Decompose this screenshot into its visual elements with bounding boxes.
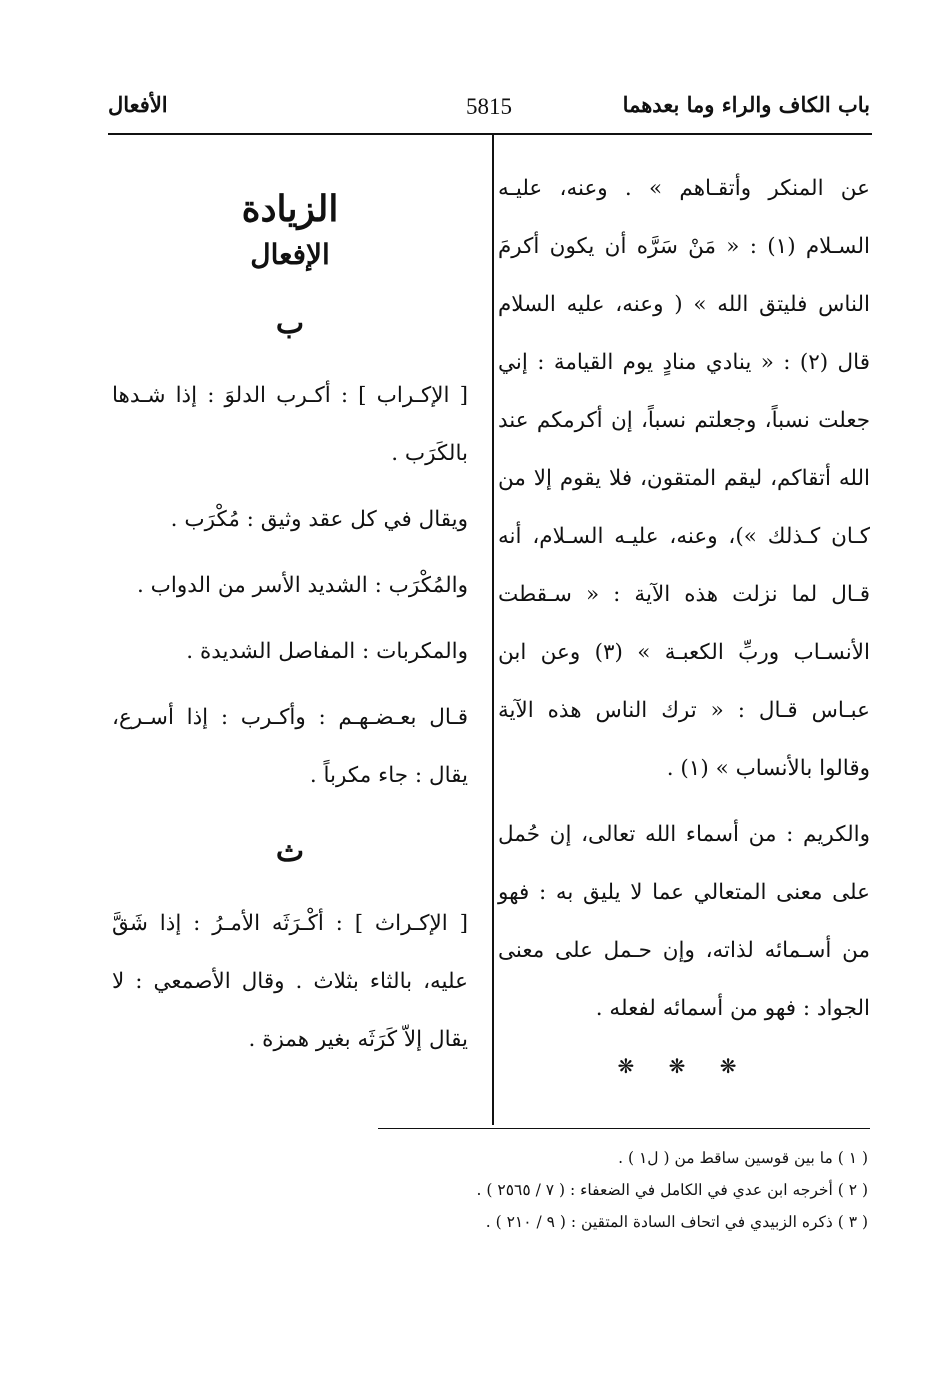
subsection-heading: الإفعال — [250, 238, 330, 271]
entry-mukrab: ويقال في كل عقد وثيق : مُكْرَب . — [170, 507, 468, 532]
page-number: 5815 — [466, 94, 512, 119]
section-end-stars: ❋ ❋ ❋ — [617, 1054, 751, 1078]
paragraph-hadith: عن المنكر وأتقـاهم » . وعنه، عليـه السـلام (١) : « مَنْ سَرَّه أن يكون أكرمَ الناس فليتق الله » ( وعنه، عليه السلام قال (٢) : « ينادي منادٍ يوم القيامة : إني جعلت نسباً، وجعلتم نسباً، إن أكرمكم عند الله أتقاكم، ليقم المتقون، فلا يقوم إلا من كـان كـذلك »)، وعنه، عليـه السـلام، أنه قـال لما نزلت هذه الآية : « سـقطت الأنسـاب وربِّ الكعبـة » (٣) وعن ابن عبـاس قـال : « ترك الناس هذه الآية وقالوا بالأنساب » (١) . — [498, 176, 870, 781]
entry-akraba: قـال بعـضـهـم : وأكـرب : إذا أسـرع، يقال : جاء مكرباً . — [112, 705, 468, 788]
section-title: الأفعال — [108, 92, 168, 117]
right-column — [498, 160, 870, 1078]
footnote-1: ( ١ ) ما بين قوسين ساقط من ( ل١ ) . — [618, 1149, 868, 1167]
section-heading: الزيادة — [241, 188, 339, 230]
header-rule — [108, 133, 872, 135]
entry-ikrab: [ الإكـراب ] : أكـرب الدلوَ : إذا شـدها بالكَرَب . — [112, 383, 468, 466]
running-header — [108, 92, 870, 132]
entry-ikrath: [ الإكـراث ] : أكْـرَثَه الأمـرُ : إذا شَقَّ عليه، بالثاء بثلاث . وقال الأصمعي : لا يقال إلاّ كَرَثَه بغير همزة . — [112, 911, 468, 1052]
paragraph-al-karim: والكريم : من أسماء الله تعالى، إن حُمل على معنى المتعالي عما لا يليق به : فهو من أسـمائه لذاته، وإن حـمل على معنى الجواد : فهو من أسمائه لفعله . — [498, 822, 870, 1021]
footnotes — [268, 1142, 868, 1238]
entry-al-mukrab: والمُكْرَب : الشديد الأسر من الدواب . — [136, 573, 468, 598]
letter-heading-ba: ب — [275, 306, 305, 341]
footnote-3: ( ٣ ) ذكره الزبيدي في اتحاف السادة المتقين : ( ٩ / ٢١٠ ) . — [485, 1213, 868, 1231]
chapter-title: باب الكاف والراء وما بعدهما — [622, 92, 870, 117]
column-divider — [492, 135, 494, 1125]
letter-heading-tha: ث — [275, 834, 305, 869]
footnote-rule — [378, 1128, 870, 1129]
footnote-2: ( ٢ ) أخرجه ابن عدي في الكامل في الضعفاء : ( ٧ / ٢٥٦٥ ) . — [476, 1181, 868, 1199]
left-column — [112, 160, 468, 1069]
entry-mukrabat: والمكربات : المفاصل الشديدة . — [186, 639, 468, 664]
